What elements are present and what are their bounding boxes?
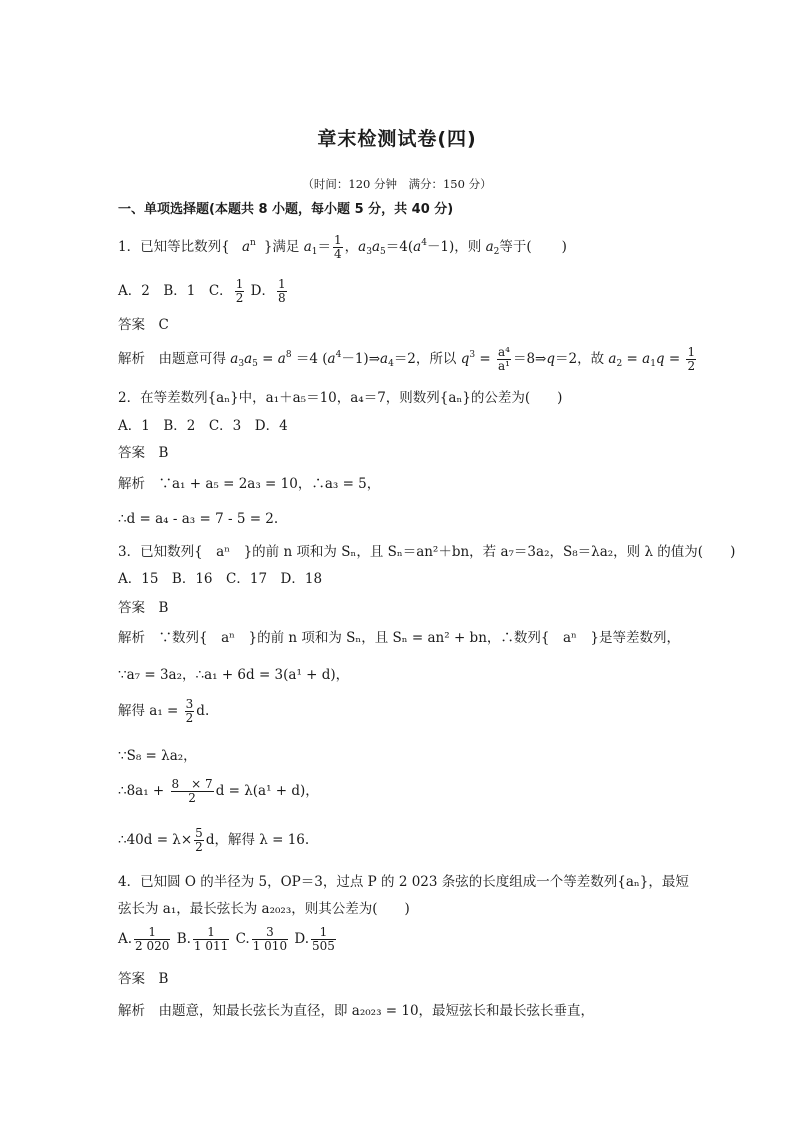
answer-3: 答案 B — [118, 600, 169, 616]
solution-3-line-3: 解得 a₁ = $\frac{3}{2}$ d. — [118, 697, 210, 726]
solution-2-line-1: 解析 ∵a₁ + a₅ = 2a₃ = 10，∴a₃ = 5， — [118, 476, 381, 492]
page-title: 章末检测试卷(四) — [317, 128, 477, 150]
solution-3-line-2: ∵a₇ = 3a₂，∴a₁ + 6d = 3(a¹ + d)， — [118, 667, 350, 683]
solution-3-line-5: ∴8a₁ + $\frac{8 \times 7}{2}$ d = λ(a¹ + d)， — [118, 777, 319, 806]
fraction: $\frac{1}{4}$ — [334, 233, 342, 262]
question-3: 3．已知数列{ aⁿ }的前 n 项和为 Sₙ，且 Sₙ＝an²＋bn，若 a₇＝3a₂，S₈＝λa₂，则 λ 的值为( ) — [118, 544, 736, 560]
solution-4-line-1: 解析 由题意，知最长弦长为直径，即 a₂₀₂₃ = 10，最短弦长和最长弦长垂直， — [118, 1003, 595, 1019]
question-1-options: A．2 B．1 C． $\frac{1}{2}$ D． $\frac{1}{8}$ — [118, 277, 286, 306]
question-3-options: A．15 B．16 C．17 D．18 — [118, 571, 323, 587]
question-4-options: A. $\frac{1}{2 020}$ B. $\frac{1}{1 011}$ C. $\frac{3}{1 010}$ D. $\frac{1}{505}$ — [118, 925, 335, 954]
answer-4: 答案 B — [118, 971, 169, 987]
solution-1: 解析 由题意可得 $a_3a_5 = a^8 =4$ $(a^4-1)\Rightarrow a_4=2$，所以 $q^3$ = $\frac{\text{a⁴}}{\text{a¹}}$ ＝8⇒q＝2，故 $a_2 = a_1q$ = $\frac{1}{2}$ — [118, 345, 696, 374]
section-heading: 一、单项选择题(本题共 8 小题，每小题 5 分，共 40 分) — [118, 202, 454, 217]
question-2-options: A．1 B．2 C．3 D．4 — [118, 418, 288, 434]
question-2: 2．在等差数列{aₙ}中，a₁＋a₅＝10，a₄＝7，则数列{aₙ}的公差为( ) — [118, 390, 563, 406]
question-4-line-1: 4．已知圆 O 的半径为 5，OP＝3，过点 P 的 2 023 条弦的长度组成一个等差数列{aₙ}，最短 — [118, 874, 689, 890]
answer-1: 答案 C — [118, 317, 169, 333]
solution-3-line-4: ∵S₈ = λa₂， — [118, 748, 197, 764]
question-1: 1．已知等比数列{ $a^n$ }满足 $a_1=$ $\frac{1}{4}$ ，$a_3a_5=4(a^4-1)$，则 $a_2$等于( ) — [118, 233, 567, 262]
solution-3-line-6: ∴40d = λ× $\frac{5}{2}$ d，解得 λ = 16. — [118, 826, 310, 855]
solution-2-line-2: ∴d = a₄ - a₃ = 7 - 5 = 2. — [118, 511, 279, 527]
answer-2: 答案 B — [118, 445, 169, 461]
question-4-line-2: 弦长为 a₁，最长弦长为 a₂₀₂₃，则其公差为( ) — [118, 901, 410, 917]
solution-3-line-1: 解析 ∵数列{ aⁿ }的前 n 项和为 Sₙ，且 Sₙ = an² + bn，∴数列{ aⁿ }是等差数列， — [118, 630, 680, 646]
exam-info: （时间：120 分钟 满分：150 分） — [302, 177, 492, 191]
